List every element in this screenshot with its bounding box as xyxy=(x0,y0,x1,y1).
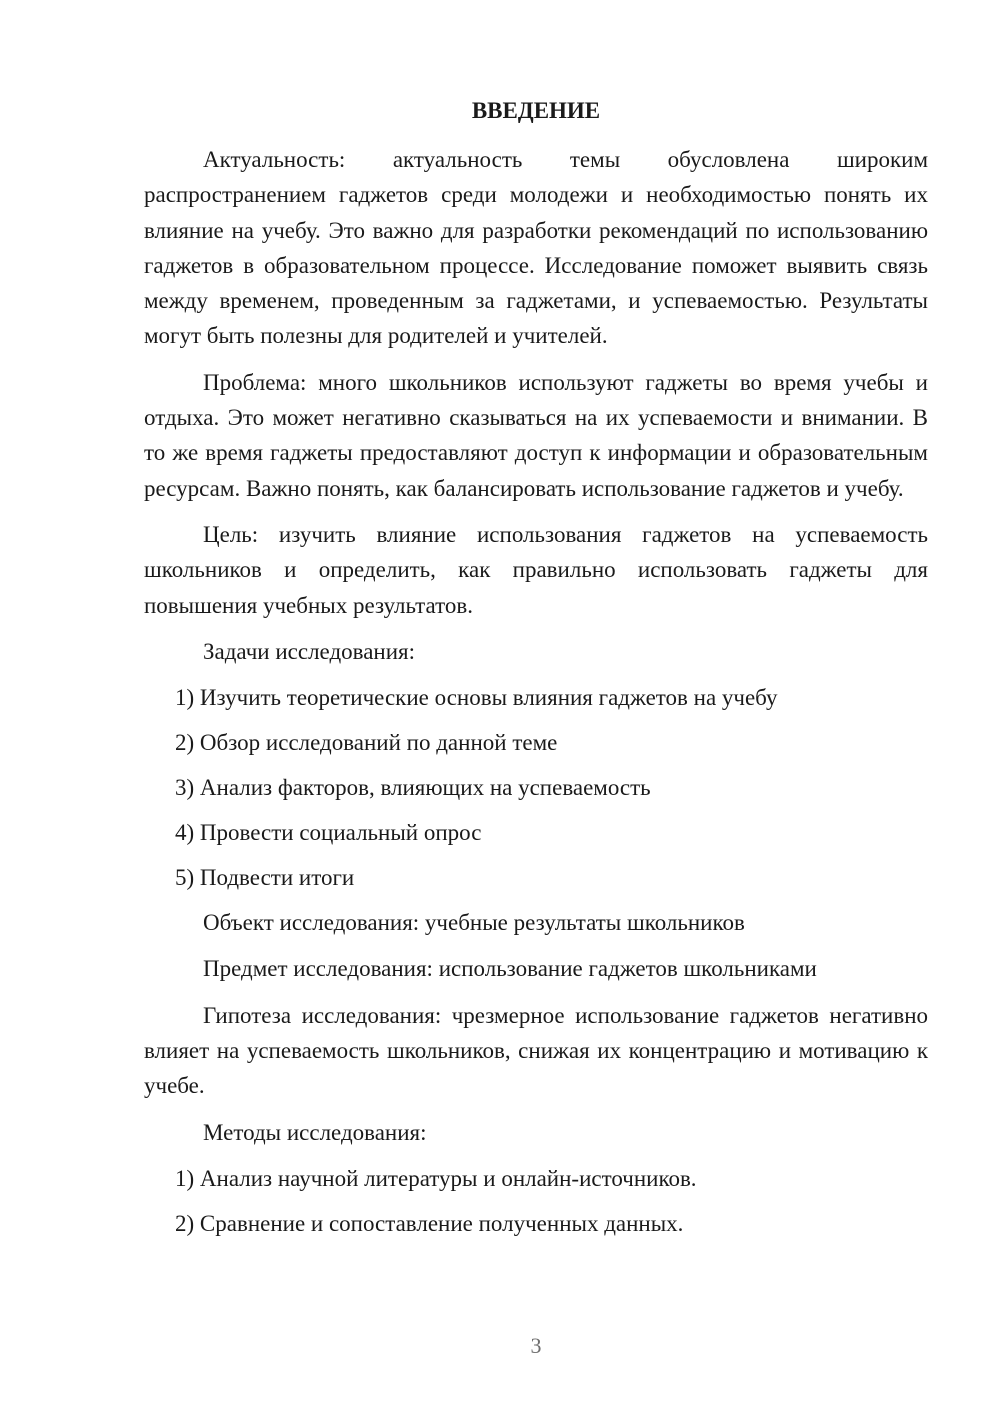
list-item: 1) Анализ научной литературы и онлайн-источников. xyxy=(175,1165,697,1191)
list-item: 3) Анализ факторов, влияющих на успеваемость xyxy=(175,775,651,801)
paragraph-subject: Предмет исследования: использование гаджетов школьниками xyxy=(203,956,817,982)
list-item: 5) Подвести итоги xyxy=(175,865,355,891)
paragraph-problem: Проблема: много школьников используют гаджеты во время учебы и отдыха. Это может негативно сказываться на их успеваемости и внимании. В то же время гаджеты предоставляют доступ к информации и образовательным ресурсам. Важно понять, как балансировать использование гаджетов и учебу. xyxy=(144,369,928,501)
paragraph-goal: Цель: изучить влияние использования гаджетов на успеваемость школьников и определить, как правильно использовать гаджеты для повышения учебных результатов. xyxy=(144,521,928,618)
paragraph-relevance: Актуальность: актуальность темы обусловлена широким распространением гаджетов среди молодежи и необходимостью понять их влияние на учебу. Это важно для разработки рекомендаций по использованию гаджетов в образовательном процессе. Исследование поможет выявить связь между временем, проведенным за гаджетами, и успеваемостью. Результаты могут быть полезны для родителей и учителей. xyxy=(144,147,928,349)
list-item: 2) Обзор исследований по данной теме xyxy=(175,730,558,756)
list-item: 4) Провести социальный опрос xyxy=(175,820,482,846)
list-item: 1) Изучить теоретические основы влияния гаджетов на учебу xyxy=(175,685,778,711)
page-title: ВВЕДЕНИЕ xyxy=(471,98,601,123)
methods-list xyxy=(144,1161,928,1241)
page-number: 3 xyxy=(530,1333,542,1358)
paragraph-hypothesis: Гипотеза исследования: чрезмерное использование гаджетов негативно влияет на успеваемость школьников, снижая их концентрацию и мотивацию к учебе. xyxy=(144,1002,928,1099)
tasks-list xyxy=(144,680,928,895)
list-item: 2) Сравнение и сопоставление полученных данных. xyxy=(175,1210,684,1236)
paragraph-object: Объект исследования: учебные результаты школьников xyxy=(203,910,745,936)
document-body xyxy=(144,142,928,1251)
methods-heading: Методы исследования: xyxy=(203,1119,427,1145)
tasks-heading: Задачи исследования: xyxy=(203,638,416,664)
